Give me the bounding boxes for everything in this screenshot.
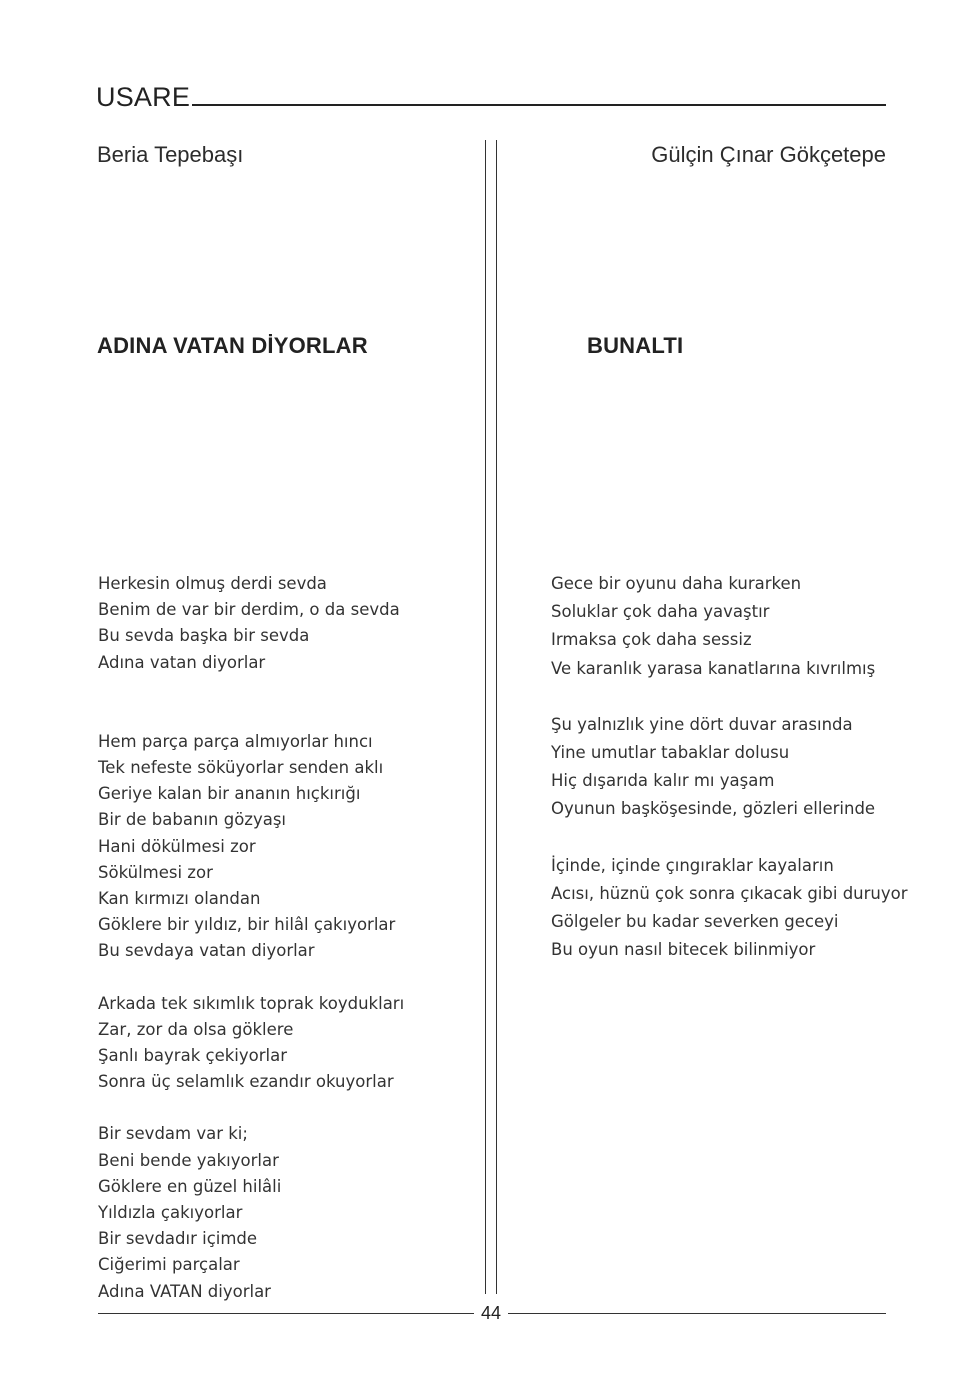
verse-line: Yıldızla çakıyorlar bbox=[98, 1203, 243, 1223]
verse-line: Gölgeler bu kadar severken geceyi bbox=[551, 912, 839, 932]
verse-line: Oyunun başköşesinde, gözleri ellerinde bbox=[551, 799, 876, 819]
stanza bbox=[98, 1121, 404, 1304]
verse-line: Geriye kalan bir ananın hıçkırığı bbox=[98, 784, 361, 804]
right-poem-body bbox=[551, 570, 908, 964]
verse-line: Şu yalnızlık yine dört duvar arasında bbox=[551, 714, 853, 734]
verse-line: Bu sevda başka bir sevda bbox=[98, 626, 310, 646]
verse-line: Göklere bir yıldız, bir hilâl çakıyorlar bbox=[98, 915, 396, 935]
verse-line: Herkesin olmuş derdi sevda bbox=[98, 574, 327, 593]
stanza bbox=[551, 852, 908, 965]
verse-line: Bu oyun nasıl bitecek bilinmiyor bbox=[551, 940, 816, 960]
verse-line: Ve karanlık yarasa kanatlarına kıvrılmış bbox=[551, 658, 876, 678]
verse-line: Bir sevdadır içimde bbox=[98, 1229, 258, 1249]
header-rule bbox=[192, 104, 886, 106]
stanza bbox=[98, 729, 404, 965]
verse-line: Soluklar çok daha yavaştır bbox=[551, 602, 770, 622]
verse-line: Adına VATAN diyorlar bbox=[98, 1281, 271, 1301]
right-author: Gülçin Çınar Gökçetepe bbox=[651, 142, 886, 167]
verse-line: Tek nefeste söküyorlar senden aklı bbox=[98, 758, 384, 778]
verse-line: Göklere en güzel hilâli bbox=[98, 1176, 282, 1196]
magazine-name: USARE bbox=[96, 82, 191, 112]
column-divider-line bbox=[496, 140, 497, 1294]
stanza bbox=[551, 570, 908, 683]
verse-line: Bir sevdam var ki; bbox=[98, 1124, 248, 1144]
right-poem-title: BUNALTI bbox=[587, 333, 684, 358]
verse-line: Ciğerimi parçalar bbox=[98, 1255, 240, 1275]
verse-line: Beni bende yakıyorlar bbox=[98, 1150, 279, 1170]
page-number: 44 bbox=[480, 1303, 502, 1323]
verse-line: Hem parça parça almıyorlar hıncı bbox=[98, 731, 373, 751]
verse-line: Hani dökülmesi zor bbox=[98, 836, 256, 856]
stanza bbox=[551, 711, 908, 824]
verse-line: Bu sevdaya vatan diyorlar bbox=[98, 941, 315, 961]
column-divider-line bbox=[485, 140, 486, 1294]
left-poem-body bbox=[98, 571, 404, 1305]
column-divider bbox=[485, 140, 498, 1294]
verse-line: Benim de var bir derdim, o da sevda bbox=[98, 600, 400, 620]
footer-rule-left bbox=[98, 1313, 474, 1314]
verse-line: Sonra üç selamlık ezandır okuyorlar bbox=[98, 1072, 394, 1092]
stanza bbox=[98, 571, 404, 676]
verse-line: Gece bir oyunu daha kurarken bbox=[551, 574, 802, 593]
verse-line: Irmaksa çok daha sessiz bbox=[551, 630, 752, 650]
verse-line: Şanlı bayrak çekiyorlar bbox=[98, 1046, 287, 1066]
verse-line: Yine umutlar tabaklar dolusu bbox=[551, 743, 790, 763]
verse-line: Arkada tek sıkımlık toprak koydukları bbox=[98, 993, 405, 1013]
left-poem-title: ADINA VATAN DİYORLAR bbox=[97, 333, 368, 358]
verse-line: Kan kırmızı olandan bbox=[98, 889, 261, 909]
verse-line: Adına vatan diyorlar bbox=[98, 652, 266, 672]
verse-line: Hiç dışarıda kalır mı yaşam bbox=[551, 771, 775, 791]
verse-line: İçinde, içinde çıngıraklar kayaların bbox=[551, 855, 834, 875]
left-author: Beria Tepebaşı bbox=[97, 142, 244, 167]
verse-line: Zar, zor da olsa göklere bbox=[98, 1019, 294, 1039]
footer-rule-right bbox=[508, 1313, 886, 1314]
verse-line: Acısı, hüznü çok sonra çıkacak gibi duruyor bbox=[551, 883, 908, 903]
verse-line: Sökülmesi zor bbox=[98, 862, 213, 882]
stanza bbox=[98, 991, 404, 1096]
verse-line: Bir de babanın gözyaşı bbox=[98, 810, 287, 830]
